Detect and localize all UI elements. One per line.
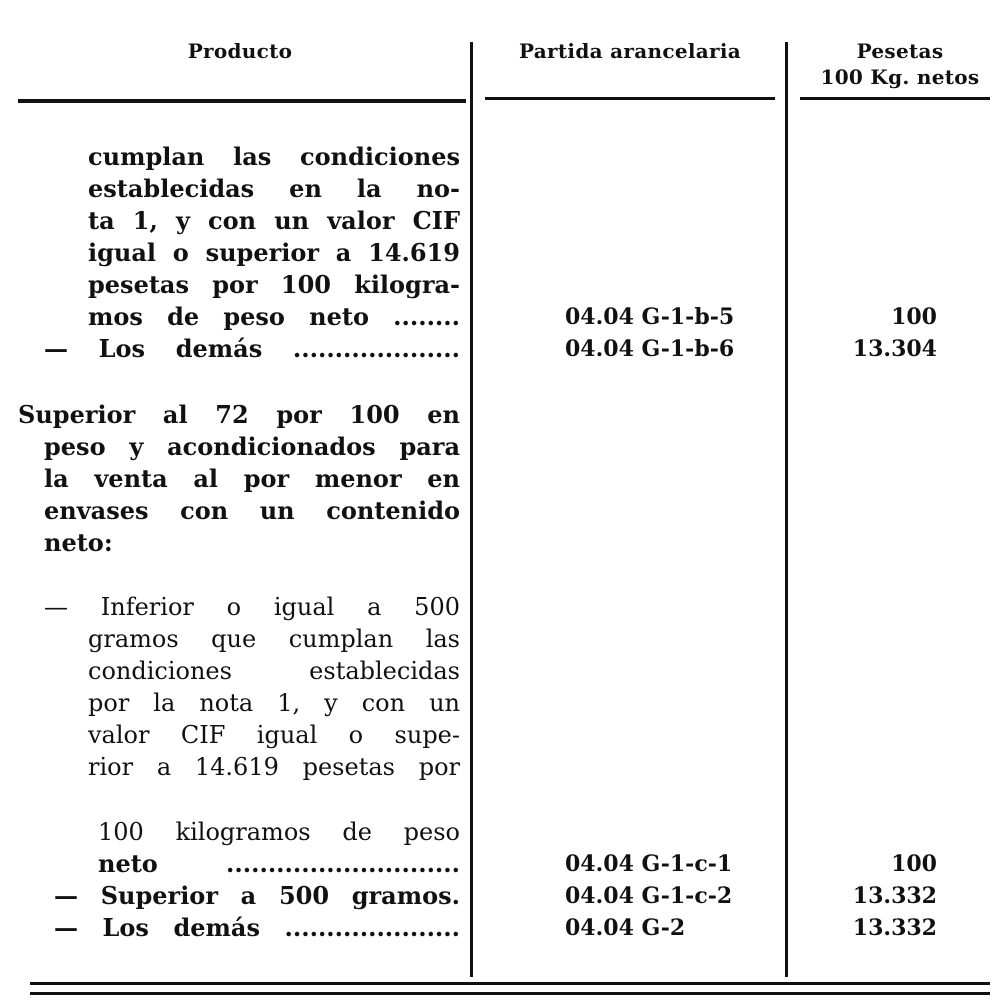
column-divider-right (785, 42, 788, 977)
block1-row2-label: — Los demás .................... (44, 334, 460, 363)
block1-line: igual o superior a 14.619 (88, 238, 460, 267)
header-rule-producto (18, 99, 466, 103)
tariff-code: 04.04 G-1-c-2 (565, 883, 733, 909)
block1-line: pesetas por 100 kilogra- (88, 270, 460, 299)
block4-row3-label: — Los demás ..................... (54, 913, 460, 942)
block2-line: Superior al 72 por 100 en (18, 400, 460, 429)
block4-line2: neto ............................ (98, 849, 460, 878)
bottom-rule-bottom (30, 992, 990, 995)
block3-line: condiciones establecidas (88, 657, 460, 685)
price-value: 13.304 (852, 336, 937, 362)
header-pesetas-line1: Pesetas (856, 39, 944, 63)
block1-line: establecidas en la no- (88, 174, 460, 203)
header-producto: Producto (187, 39, 293, 63)
block4-row2-label: — Superior a 500 gramos. (54, 881, 460, 910)
tariff-code: 04.04 G-2 (565, 915, 686, 941)
block3-line: — Inferior o igual a 500 (44, 593, 460, 621)
price-value: 100 (891, 304, 937, 330)
tariff-code: 04.04 G-1-b-5 (565, 304, 735, 330)
block1-line: ta 1, y con un valor CIF (88, 206, 460, 235)
block2-line: la venta al por menor en (44, 464, 460, 493)
block3-line: valor CIF igual o supe- (88, 721, 460, 749)
block3-line: gramos que cumplan las (88, 625, 460, 653)
block2-line: peso y acondicionados para (44, 432, 460, 461)
header-rule-partida (485, 97, 775, 100)
header-pesetas (800, 38, 1000, 90)
header-rule-pesetas (800, 97, 990, 100)
block1-line: mos de peso neto ........ (88, 302, 460, 331)
price-value: 13.332 (852, 883, 937, 909)
block3-line: rior a 14.619 pesetas por (88, 753, 460, 781)
block1-line: cumplan las condiciones (88, 142, 460, 171)
block2-line: envases con un contenido (44, 496, 460, 525)
price-value: 100 (891, 851, 937, 877)
header-partida-arancelaria: Partida arancelaria (519, 39, 741, 63)
header-pesetas-line2: 100 Kg. netos (820, 65, 980, 89)
price-value: 13.332 (852, 915, 937, 941)
column-divider-left (470, 42, 473, 977)
tariff-code: 04.04 G-1-b-6 (565, 336, 735, 362)
tariff-code: 04.04 G-1-c-1 (565, 851, 733, 877)
bottom-rule-top (30, 982, 990, 985)
block2-line: neto: (44, 528, 113, 557)
block4-line1: 100 kilogramos de peso (98, 818, 460, 846)
block3-line: por la nota 1, y con un (88, 689, 460, 717)
